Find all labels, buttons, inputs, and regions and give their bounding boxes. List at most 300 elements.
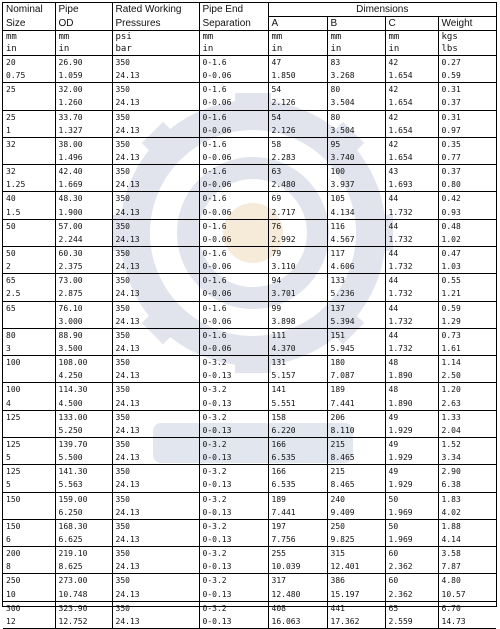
cell-dimension-a: 2.126 <box>268 124 327 138</box>
cell-weight: 1.21 <box>438 287 496 301</box>
header-dimension-b-row2: B <box>327 17 385 31</box>
cell-rated-working-pressure: 24.13 <box>112 315 199 329</box>
cell-weight: 6.70 <box>438 601 496 615</box>
cell-dimension-c: 42 <box>385 110 438 124</box>
cell-weight: 2.50 <box>438 369 496 383</box>
cell-dimension-b: 137 <box>327 301 385 315</box>
table-row-imperial <box>3 369 496 383</box>
cell-pipe-end-separation: 0-1.6 <box>199 274 268 288</box>
cell-dimension-c: 1.654 <box>385 96 438 110</box>
cell-weight: 1.02 <box>438 233 496 247</box>
cell-dimension-c: 2.362 <box>385 560 438 574</box>
cell-dimension-b: 83 <box>327 56 385 70</box>
header-dimension-a-row2: A <box>268 17 327 31</box>
cell-pipe-od: 139.70 <box>55 437 112 451</box>
table-row-imperial <box>3 151 496 165</box>
header-pipe-od-row2: OD <box>55 17 112 31</box>
table-row-metric <box>3 328 496 342</box>
cell-dimension-c: 2.559 <box>385 615 438 629</box>
cell-dimension-c: 49 <box>385 465 438 479</box>
cell-nominal-size: 150 <box>6 494 21 504</box>
cell-nominal-size: 32 <box>6 139 16 149</box>
table-row-imperial <box>3 342 496 356</box>
cell-rated-working-pressure: 24.13 <box>112 124 199 138</box>
table-row-imperial <box>3 287 496 301</box>
cell-nominal-size: 2 <box>6 262 11 272</box>
cell-pipe-end-separation: 0-0.13 <box>199 615 268 629</box>
cell-pipe-end-separation: 0-0.13 <box>199 369 268 383</box>
cell-nominal-size: 100 <box>6 385 21 395</box>
cell-rated-working-pressure: 24.13 <box>112 287 199 301</box>
cell-dimension-a: 3.701 <box>268 287 327 301</box>
table-row-imperial <box>3 478 496 492</box>
cell-weight: 0.93 <box>438 206 496 220</box>
header-dimension-a-units-metric: mm <box>268 31 327 44</box>
cell-weight: 3.34 <box>438 451 496 465</box>
cell-dimension-c: 1.654 <box>385 69 438 83</box>
cell-pipe-end-separation: 0-1.6 <box>199 56 268 70</box>
cell-nominal-size: 250 <box>6 576 21 586</box>
cell-pipe-end-separation: 0-1.6 <box>199 192 268 206</box>
header-row-titles <box>3 3 496 17</box>
header-pipe-od-units-metric: mm <box>55 31 112 44</box>
header-weight-units-metric: kgs <box>438 31 496 44</box>
cell-dimension-a: 2.992 <box>268 233 327 247</box>
cell-dimension-c: 1.732 <box>385 342 438 356</box>
cell-dimension-c: 60 <box>385 574 438 588</box>
cell-weight: 1.88 <box>438 519 496 533</box>
cell-rated-working-pressure: 350 <box>112 465 199 479</box>
cell-dimension-c: 1.929 <box>385 451 438 465</box>
cell-weight: 10.57 <box>438 587 496 601</box>
cell-weight: 0.27 <box>438 56 496 70</box>
header-pipe-end-separation-units-metric: mm <box>199 31 268 44</box>
cell-weight: 0.59 <box>438 69 496 83</box>
cell-dimension-c: 42 <box>385 83 438 97</box>
cell-dimension-c: 1.929 <box>385 478 438 492</box>
cell-dimension-a: 2.480 <box>268 178 327 192</box>
cell-dimension-a: 189 <box>268 492 327 506</box>
cell-nominal-size: 6 <box>6 534 11 544</box>
cell-nominal-size: 150 <box>6 521 21 531</box>
cell-weight: 1.20 <box>438 383 496 397</box>
cell-dimension-b: 116 <box>327 219 385 233</box>
cell-dimension-b: 180 <box>327 356 385 370</box>
cell-weight: 4.80 <box>438 574 496 588</box>
table-row-imperial <box>3 315 496 329</box>
cell-nominal-size <box>3 233 55 247</box>
cell-dimension-a: 197 <box>268 519 327 533</box>
cell-pipe-end-separation: 0-0.13 <box>199 560 268 574</box>
cell-pipe-od: 133.00 <box>55 410 112 424</box>
cell-pipe-od: 1.900 <box>55 206 112 220</box>
cell-rated-working-pressure: 24.13 <box>112 587 199 601</box>
header-nominal-size-units-imperial: in <box>3 43 55 56</box>
cell-dimension-a: 158 <box>268 410 327 424</box>
cell-pipe-od: 219.10 <box>55 547 112 561</box>
cell-dimension-c: 42 <box>385 56 438 70</box>
cell-dimension-c: 1.890 <box>385 369 438 383</box>
pipe-dimensions-table <box>3 3 496 629</box>
cell-pipe-od: 1.260 <box>55 96 112 110</box>
table-row-imperial <box>3 260 496 274</box>
cell-pipe-od: 2.875 <box>55 287 112 301</box>
cell-dimension-b: 7.087 <box>327 369 385 383</box>
cell-pipe-end-separation: 0-3.2 <box>199 519 268 533</box>
cell-dimension-c: 1.732 <box>385 206 438 220</box>
cell-rated-working-pressure: 350 <box>112 437 199 451</box>
cell-pipe-od: 5.250 <box>55 424 112 438</box>
cell-nominal-size <box>3 315 55 329</box>
header-pipe-end-separation-units-imperial: in <box>199 43 268 56</box>
cell-rated-working-pressure: 24.13 <box>112 178 199 192</box>
cell-dimension-c: 1.969 <box>385 506 438 520</box>
cell-pipe-od: 2.375 <box>55 260 112 274</box>
cell-nominal-size: 4 <box>6 398 11 408</box>
cell-pipe-end-separation: 0-3.2 <box>199 492 268 506</box>
cell-weight: 1.61 <box>438 342 496 356</box>
cell-dimension-c: 44 <box>385 192 438 206</box>
cell-pipe-end-separation: 0-3.2 <box>199 465 268 479</box>
spec-table-frame <box>2 2 497 626</box>
cell-pipe-od: 141.30 <box>55 465 112 479</box>
table-row-imperial <box>3 615 496 629</box>
cell-dimension-a: 317 <box>268 574 327 588</box>
header-pipe-od: Pipe <box>55 3 112 17</box>
cell-weight: 0.77 <box>438 151 496 165</box>
cell-dimension-c: 1.732 <box>385 260 438 274</box>
cell-dimension-b: 8.110 <box>327 424 385 438</box>
cell-nominal-size <box>3 369 55 383</box>
header-dimension-c-row2: C <box>385 17 438 31</box>
cell-nominal-size: 125 <box>6 412 21 422</box>
cell-weight: 3.58 <box>438 547 496 561</box>
cell-rated-working-pressure: 24.13 <box>112 96 199 110</box>
cell-pipe-od: 3.500 <box>55 342 112 356</box>
cell-nominal-size: 0.75 <box>6 71 26 81</box>
cell-dimension-c: 2.362 <box>385 587 438 601</box>
cell-dimension-a: 94 <box>268 274 327 288</box>
cell-dimension-a: 10.039 <box>268 560 327 574</box>
cell-pipe-end-separation: 0-0.06 <box>199 233 268 247</box>
cell-nominal-size: 125 <box>6 467 21 477</box>
cell-dimension-b: 17.362 <box>327 615 385 629</box>
cell-dimension-c: 44 <box>385 301 438 315</box>
table-row-metric <box>3 465 496 479</box>
cell-pipe-od: 76.10 <box>55 301 112 315</box>
cell-pipe-end-separation: 0-1.6 <box>199 165 268 179</box>
cell-rated-working-pressure: 350 <box>112 519 199 533</box>
cell-pipe-end-separation: 0-3.2 <box>199 547 268 561</box>
cell-pipe-end-separation: 0-3.2 <box>199 574 268 588</box>
cell-dimension-c: 44 <box>385 246 438 260</box>
cell-nominal-size: 100 <box>6 358 21 368</box>
cell-pipe-od: 159.00 <box>55 492 112 506</box>
table-row-imperial <box>3 233 496 247</box>
cell-pipe-end-separation: 0-0.06 <box>199 342 268 356</box>
cell-rated-working-pressure: 350 <box>112 301 199 315</box>
header-nominal-size: Nominal <box>6 4 43 16</box>
cell-rated-working-pressure: 350 <box>112 219 199 233</box>
cell-pipe-od: 4.250 <box>55 369 112 383</box>
cell-pipe-end-separation: 0-0.13 <box>199 478 268 492</box>
cell-pipe-od: 3.000 <box>55 315 112 329</box>
cell-rated-working-pressure: 350 <box>112 410 199 424</box>
cell-rated-working-pressure: 24.13 <box>112 451 199 465</box>
table-row-imperial <box>3 506 496 520</box>
cell-dimension-c: 48 <box>385 383 438 397</box>
cell-rated-working-pressure: 350 <box>112 356 199 370</box>
table-row-metric <box>3 437 496 451</box>
cell-dimension-c: 1.969 <box>385 533 438 547</box>
cell-rated-working-pressure: 350 <box>112 56 199 70</box>
cell-nominal-size: 5 <box>6 453 11 463</box>
header-weight-units-imperial: lbs <box>438 43 496 56</box>
cell-pipe-od: 32.00 <box>55 83 112 97</box>
cell-nominal-size: 3 <box>6 344 11 354</box>
cell-rated-working-pressure: 350 <box>112 274 199 288</box>
cell-weight: 0.48 <box>438 219 496 233</box>
cell-dimension-a: 3.898 <box>268 315 327 329</box>
cell-nominal-size: 5 <box>6 480 11 490</box>
cell-pipe-end-separation: 0-0.06 <box>199 315 268 329</box>
cell-nominal-size: 20 <box>6 58 16 68</box>
cell-dimension-b: 240 <box>327 492 385 506</box>
cell-dimension-c: 42 <box>385 137 438 151</box>
header-pipe-od-units-imperial: in <box>55 43 112 56</box>
cell-rated-working-pressure: 350 <box>112 137 199 151</box>
table-row-imperial <box>3 424 496 438</box>
cell-weight: 0.80 <box>438 178 496 192</box>
cell-pipe-end-separation: 0-0.13 <box>199 397 268 411</box>
cell-dimension-b: 189 <box>327 383 385 397</box>
table-row-metric <box>3 274 496 288</box>
cell-nominal-size: 200 <box>6 549 21 559</box>
cell-dimension-b: 215 <box>327 437 385 451</box>
cell-dimension-b: 5.394 <box>327 315 385 329</box>
cell-dimension-c: 1.890 <box>385 397 438 411</box>
cell-dimension-c: 48 <box>385 356 438 370</box>
cell-dimension-a: 7.441 <box>268 506 327 520</box>
cell-dimension-c: 44 <box>385 274 438 288</box>
cell-pipe-od: 273.00 <box>55 574 112 588</box>
cell-pipe-end-separation: 0-0.13 <box>199 424 268 438</box>
cell-nominal-size: 1.5 <box>6 207 21 217</box>
cell-nominal-size: 80 <box>6 330 16 340</box>
cell-rated-working-pressure: 24.13 <box>112 560 199 574</box>
cell-dimension-b: 95 <box>327 137 385 151</box>
cell-weight: 7.87 <box>438 560 496 574</box>
cell-rated-working-pressure: 350 <box>112 192 199 206</box>
cell-dimension-b: 250 <box>327 519 385 533</box>
cell-pipe-od: 6.250 <box>55 506 112 520</box>
cell-weight: 1.33 <box>438 410 496 424</box>
cell-dimension-b: 100 <box>327 165 385 179</box>
cell-rated-working-pressure: 350 <box>112 492 199 506</box>
cell-dimension-a: 141 <box>268 383 327 397</box>
table-row-metric <box>3 383 496 397</box>
cell-dimension-c: 1.929 <box>385 424 438 438</box>
cell-weight: 1.03 <box>438 260 496 274</box>
cell-pipe-od: 48.30 <box>55 192 112 206</box>
cell-rated-working-pressure: 24.13 <box>112 151 199 165</box>
table-row-metric <box>3 547 496 561</box>
cell-weight: 0.97 <box>438 124 496 138</box>
cell-nominal-size: 25 <box>6 85 16 95</box>
cell-pipe-end-separation: 0-0.13 <box>199 506 268 520</box>
cell-dimension-a: 3.110 <box>268 260 327 274</box>
cell-pipe-end-separation: 0-0.13 <box>199 533 268 547</box>
cell-pipe-end-separation: 0-3.2 <box>199 437 268 451</box>
cell-nominal-size <box>3 151 55 165</box>
table-row-metric <box>3 492 496 506</box>
cell-weight: 6.38 <box>438 478 496 492</box>
header-dimension-b-units-metric: mm <box>327 31 385 44</box>
cell-rated-working-pressure: 24.13 <box>112 233 199 247</box>
cell-rated-working-pressure: 24.13 <box>112 369 199 383</box>
cell-dimension-b: 7.441 <box>327 397 385 411</box>
header-nominal-size-units-metric: mm <box>6 32 17 42</box>
cell-pipe-od: 1.059 <box>55 69 112 83</box>
cell-dimension-a: 408 <box>268 601 327 615</box>
cell-dimension-b: 3.937 <box>327 178 385 192</box>
cell-pipe-end-separation: 0-0.06 <box>199 178 268 192</box>
header-row-units-metric <box>3 31 496 44</box>
cell-nominal-size: 1.25 <box>6 180 26 190</box>
cell-pipe-od: 168.30 <box>55 519 112 533</box>
cell-rated-working-pressure: 24.13 <box>112 397 199 411</box>
cell-dimension-a: 5.551 <box>268 397 327 411</box>
cell-dimension-a: 6.535 <box>268 451 327 465</box>
cell-weight: 0.55 <box>438 274 496 288</box>
cell-nominal-size <box>3 96 55 110</box>
cell-dimension-b: 441 <box>327 601 385 615</box>
cell-dimension-a: 111 <box>268 328 327 342</box>
cell-pipe-od: 2.244 <box>55 233 112 247</box>
cell-dimension-c: 1.732 <box>385 233 438 247</box>
cell-pipe-od: 108.00 <box>55 356 112 370</box>
cell-rated-working-pressure: 24.13 <box>112 260 199 274</box>
cell-pipe-end-separation: 0-0.13 <box>199 587 268 601</box>
cell-pipe-end-separation: 0-0.06 <box>199 69 268 83</box>
cell-pipe-od: 12.752 <box>55 615 112 629</box>
cell-dimension-b: 15.197 <box>327 587 385 601</box>
cell-pipe-od: 4.500 <box>55 397 112 411</box>
cell-weight: 0.42 <box>438 192 496 206</box>
cell-dimension-b: 3.504 <box>327 124 385 138</box>
header-rated-working-pressure-units-metric: psi <box>112 31 199 44</box>
cell-dimension-c: 1.732 <box>385 287 438 301</box>
table-row-metric <box>3 356 496 370</box>
cell-dimension-b: 8.465 <box>327 478 385 492</box>
cell-pipe-od: 323.90 <box>55 601 112 615</box>
cell-pipe-od: 60.30 <box>55 246 112 260</box>
table-row-metric <box>3 165 496 179</box>
header-nominal-size-row2: Size <box>3 17 55 31</box>
cell-rated-working-pressure: 24.13 <box>112 206 199 220</box>
cell-rated-working-pressure: 24.13 <box>112 69 199 83</box>
cell-dimension-b: 151 <box>327 328 385 342</box>
cell-pipe-od: 1.496 <box>55 151 112 165</box>
cell-pipe-end-separation: 0-1.6 <box>199 301 268 315</box>
cell-nominal-size: 32 <box>6 167 16 177</box>
cell-dimension-a: 47 <box>268 56 327 70</box>
cell-dimension-b: 315 <box>327 547 385 561</box>
cell-dimension-b: 215 <box>327 465 385 479</box>
cell-pipe-od: 5.500 <box>55 451 112 465</box>
cell-pipe-od: 8.625 <box>55 560 112 574</box>
cell-pipe-end-separation: 0-0.06 <box>199 124 268 138</box>
cell-dimension-c: 44 <box>385 219 438 233</box>
header-rated-working-pressure-row2: Pressures <box>112 17 199 31</box>
table-row-metric <box>3 110 496 124</box>
cell-nominal-size: 8 <box>6 562 11 572</box>
cell-nominal-size: 50 <box>6 221 16 231</box>
cell-dimension-a: 7.756 <box>268 533 327 547</box>
header-dimension-b-units-imperial: in <box>327 43 385 56</box>
cell-pipe-end-separation: 0-1.6 <box>199 110 268 124</box>
cell-dimension-b: 117 <box>327 246 385 260</box>
cell-weight: 1.29 <box>438 315 496 329</box>
cell-pipe-end-separation: 0-1.6 <box>199 219 268 233</box>
cell-dimension-c: 49 <box>385 410 438 424</box>
cell-pipe-od: 42.40 <box>55 165 112 179</box>
cell-dimension-b: 3.504 <box>327 96 385 110</box>
cell-rated-working-pressure: 350 <box>112 165 199 179</box>
cell-pipe-end-separation: 0-0.06 <box>199 287 268 301</box>
cell-pipe-end-separation: 0-3.2 <box>199 410 268 424</box>
header-dimensions: Dimensions <box>268 3 496 17</box>
header-dimension-c-units-imperial: in <box>385 43 438 56</box>
cell-dimension-a: 166 <box>268 437 327 451</box>
cell-dimension-a: 6.535 <box>268 478 327 492</box>
cell-pipe-end-separation: 0-1.6 <box>199 328 268 342</box>
cell-dimension-c: 1.693 <box>385 178 438 192</box>
table-row-metric <box>3 219 496 233</box>
cell-rated-working-pressure: 350 <box>112 547 199 561</box>
header-dimension-c-units-metric: mm <box>385 31 438 44</box>
cell-pipe-end-separation: 0-0.13 <box>199 451 268 465</box>
cell-nominal-size: 25 <box>6 112 16 122</box>
cell-dimension-c: 1.654 <box>385 151 438 165</box>
cell-dimension-c: 65 <box>385 601 438 615</box>
cell-pipe-od: 10.748 <box>55 587 112 601</box>
cell-dimension-c: 49 <box>385 437 438 451</box>
cell-dimension-a: 76 <box>268 219 327 233</box>
cell-rated-working-pressure: 24.13 <box>112 615 199 629</box>
cell-rated-working-pressure: 350 <box>112 246 199 260</box>
table-row-imperial <box>3 178 496 192</box>
cell-dimension-c: 60 <box>385 547 438 561</box>
cell-pipe-od: 38.00 <box>55 137 112 151</box>
table-row-metric <box>3 137 496 151</box>
cell-rated-working-pressure: 350 <box>112 383 199 397</box>
cell-weight: 1.52 <box>438 437 496 451</box>
cell-weight: 0.35 <box>438 137 496 151</box>
cell-dimension-b: 4.134 <box>327 206 385 220</box>
cell-dimension-a: 69 <box>268 192 327 206</box>
cell-dimension-c: 1.654 <box>385 124 438 138</box>
cell-weight: 4.14 <box>438 533 496 547</box>
cell-nominal-size: 12 <box>6 616 16 626</box>
cell-pipe-od: 73.00 <box>55 274 112 288</box>
header-weight-row2: Weight <box>438 17 496 31</box>
cell-dimension-a: 166 <box>268 465 327 479</box>
cell-dimension-c: 50 <box>385 492 438 506</box>
cell-weight: 0.37 <box>438 165 496 179</box>
cell-rated-working-pressure: 350 <box>112 110 199 124</box>
cell-pipe-end-separation: 0-3.2 <box>199 356 268 370</box>
